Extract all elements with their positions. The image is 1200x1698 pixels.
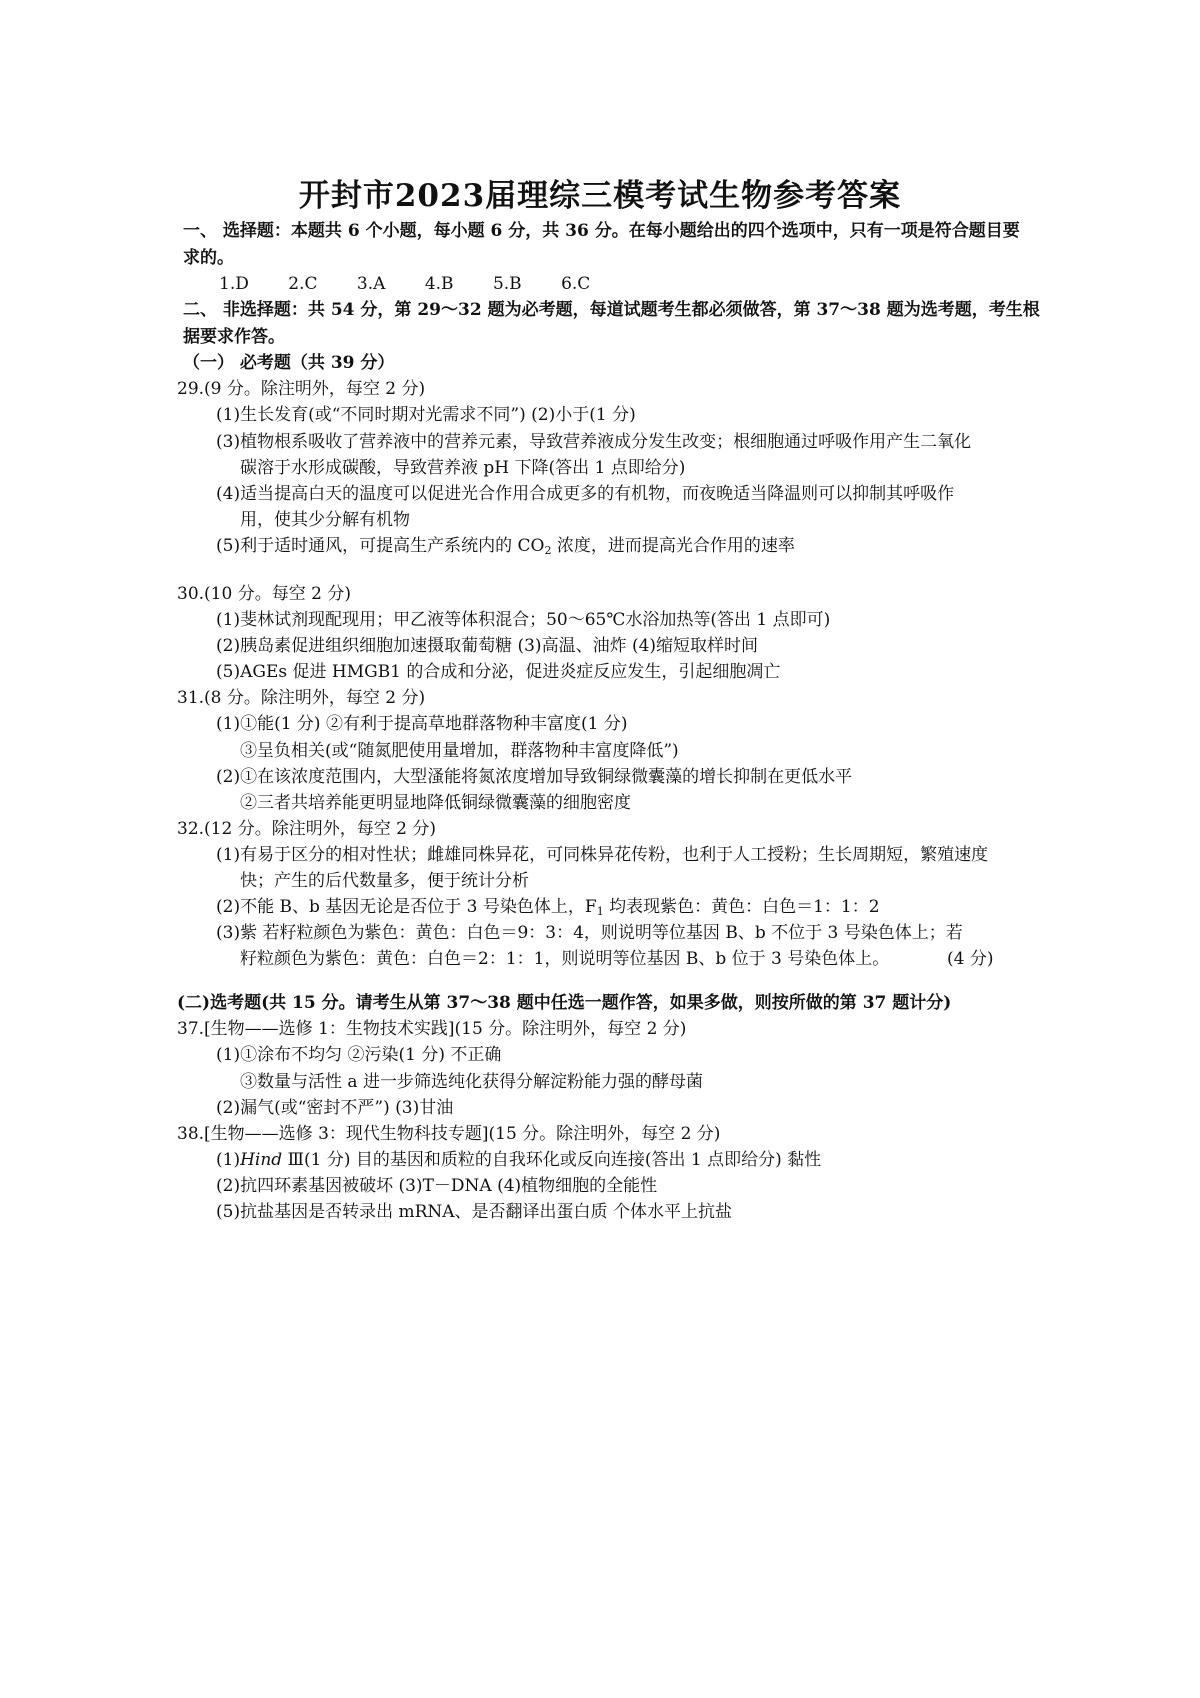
- q32-score: (4 分): [947, 949, 994, 969]
- section2-instruction-line2: 据要求作答。: [183, 327, 285, 347]
- q29-line: (3)植物根系吸收了营养液中的营养元素，导致营养液成分发生改变；根细胞通过呼吸作用产生二氧化: [216, 432, 972, 452]
- text-fragment: 均表现紫色：黄色：白色＝1：1：2: [603, 897, 880, 917]
- subscript: 1: [596, 905, 604, 918]
- section1-instruction-line2: 求的。: [183, 248, 234, 268]
- subscript: 2: [544, 544, 552, 557]
- text-fragment: Ⅲ(1 分) 目的基因和质粒的自我环化或反向连接(答出 1 点即给分) 黏性: [282, 1150, 822, 1170]
- text-fragment: (1): [216, 1150, 241, 1170]
- part1-heading: （一） 必考题（共 39 分）: [183, 353, 395, 373]
- q30-heading: 30.(10 分。每空 2 分): [177, 584, 351, 604]
- q29-line: 碳溶于水形成碳酸，导致营养液 pH 下降(答出 1 点即给分): [240, 458, 686, 478]
- q29-line: (4)适当提高白天的温度可以促进光合作用合成更多的有机物，而夜晚适当降温则可以抑制其呼吸作: [216, 484, 955, 504]
- answer-4: 4.B: [424, 274, 454, 294]
- q30-line: (5)AGEs 促进 HMGB1 的合成和分泌，促进炎症反应发生，引起细胞凋亡: [216, 662, 781, 682]
- answer-1: 1.D: [219, 274, 249, 294]
- q29-heading: 29.(9 分。除注明外，每空 2 分): [177, 379, 426, 399]
- q38-line: (5)抗盐基因是否转录出 mRNA、是否翻译出蛋白质 个体水平上抗盐: [216, 1202, 732, 1222]
- q29-line: [216, 535, 795, 557]
- text-fragment: (2)不能 B、b 基因无论是否位于 3 号染色体上，F: [216, 897, 597, 917]
- q29-line: 用，使其少分解有机物: [240, 510, 410, 530]
- q37-heading: 37.[生物——选修 1：生物技术实践](15 分。除注明外，每空 2 分): [177, 1019, 687, 1039]
- q32-line: 籽粒颜色为紫色：黄色：白色＝2：1：1，则说明等位基因 B、b 位于 3 号染色体上。: [240, 949, 890, 969]
- q30-line: (2)胰岛素促进组织细胞加速摄取葡萄糖 (3)高温、油炸 (4)缩短取样时间: [216, 636, 759, 656]
- answer-2: 2.C: [288, 274, 318, 294]
- q31-line: (2)①在该浓度范围内，大型溞能将氮浓度增加导致铜绿微囊藻的增长抑制在更低水平: [216, 767, 853, 787]
- answer-3: 3.A: [356, 274, 386, 294]
- page-title: 开封市2023届理综三模考试生物参考答案: [298, 178, 902, 214]
- section1-instruction-line1: 一、 选择题：本题共 6 个小题，每小题 6 分，共 36 分。在每小题给出的四个选项中，只有一项是符合题目要: [183, 221, 1020, 241]
- q32-line: (3)紫 若籽粒颜色为紫色：黄色：白色＝9：3：4，则说明等位基因 B、b 不位于 3 号染色体上；若: [216, 923, 963, 943]
- q31-line: ②三者共培养能更明显地降低铜绿微囊藻的细胞密度: [240, 793, 631, 813]
- q38-heading: 38.[生物——选修 3：现代生物科技专题](15 分。除注明外，每空 2 分): [177, 1124, 721, 1144]
- q29-line: (1)生长发育(或“不同时期对光需求不同”) (2)小于(1 分): [216, 405, 636, 425]
- q37-line: (2)漏气(或“密封不严”) (3)甘油: [216, 1098, 454, 1118]
- section2-instruction-line1: 二、 非选择题：共 54 分，第 29～32 题为必考题，每道试题考生都必须做答，第 37～38 题为选考题，考生根: [183, 300, 1040, 320]
- answer-6: 6.C: [561, 274, 591, 294]
- q31-line: ③呈负相关(或“随氮肥使用量增加，群落物种丰富度降低”): [240, 741, 679, 761]
- q37-line: (1)①涂布不均匀 ②污染(1 分) 不正确: [216, 1045, 502, 1065]
- q38-line: (2)抗四环素基因被破坏 (3)T－DNA (4)植物细胞的全能性: [216, 1176, 658, 1196]
- italic-text: Hind: [240, 1150, 283, 1170]
- q32-line: [216, 896, 880, 918]
- q32-heading: 32.(12 分。除注明外，每空 2 分): [177, 819, 436, 839]
- q32-line: (1)有易于区分的相对性状；雌雄同株异花，可同株异花传粉，也利于人工授粉；生长周期短，繁殖速度: [216, 845, 989, 865]
- text-fragment: 浓度，进而提高光合作用的速率: [551, 536, 795, 556]
- q38-line: [216, 1149, 821, 1171]
- part2-heading: (二)选考题(共 15 分。请考生从第 37～38 题中任选一题作答，如果多做，则按所做的第 37 题计分): [177, 993, 952, 1013]
- q31-line: (1)①能(1 分) ②有利于提高草地群落物种丰富度(1 分): [216, 714, 628, 734]
- answer-5: 5.B: [492, 274, 522, 294]
- q37-line: ③数量与活性 a 进一步筛选纯化获得分解淀粉能力强的酵母菌: [240, 1072, 703, 1092]
- q31-heading: 31.(8 分。除注明外，每空 2 分): [177, 688, 426, 708]
- choice-answers: [219, 273, 624, 295]
- q32-line: 快；产生的后代数量多，便于统计分析: [240, 871, 529, 891]
- q30-line: (1)斐林试剂现配现用；甲乙液等体积混合；50～65℃水浴加热等(答出 1 点即可): [216, 610, 831, 630]
- text-fragment: (5)利于适时通风，可提高生产系统内的 CO: [216, 536, 545, 556]
